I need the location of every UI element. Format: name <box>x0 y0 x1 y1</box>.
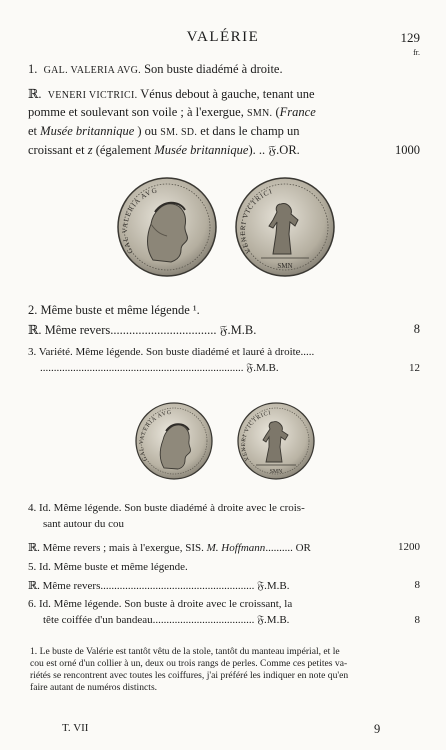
exergue: SMN <box>277 262 293 270</box>
currency-unit: fr. <box>413 48 420 57</box>
entry-3-price: 12 <box>409 362 420 374</box>
signature-mark: T. VII <box>62 722 89 734</box>
footnote-line-4: faire autant de numéros distincts. <box>30 682 158 693</box>
coin-reverse <box>236 178 334 276</box>
entry-4-price: 1200 <box>398 541 420 553</box>
obverse-legend: GAL VALERIA AVG <box>138 409 173 462</box>
coin-reverse <box>238 403 314 479</box>
reverse-legend: VENERI VICTRICI <box>240 410 272 462</box>
entry-2-price: 8 <box>413 322 420 336</box>
entry-1-price: 1000 <box>395 143 420 157</box>
footnote-line-2: cou est orné d'un collier à un, deux ou trois rangs de perles. Comme ces petites va- <box>30 658 348 669</box>
entry-1-reverse-line2: pomme et soulevant son voile ; à l'exergue, SMN. (France <box>28 105 316 119</box>
entry-5-obverse: 5. Id. Même buste et même légende. <box>28 561 188 573</box>
entry-1-reverse-line1: ℝ. VENERI VICTRICI. Vénus debout à gauche, tenant une <box>28 87 315 101</box>
entry-3-description: 3. Variété. Même légende. Son buste diadémé et lauré à droite..... <box>28 346 315 358</box>
entry-1-obverse <box>28 62 283 77</box>
entry-6-obverse-line2: tête coiffée d'un bandeau..................................... 𝔉.M.B. <box>43 614 290 626</box>
entry-2-obverse: 2. Même buste et même légende ¹. <box>28 303 200 317</box>
footnote-line-1: 1. Le buste de Valérie est tantôt vêtu de la stole, tantôt du manteau impérial, et le <box>30 646 340 657</box>
entry-5-reverse: ℝ. Même revers........................................................ 𝔉.M.B. <box>28 580 290 592</box>
page-title: VALÉRIE <box>186 29 260 45</box>
coin-obverse <box>136 403 212 479</box>
entry-2-reverse: ℝ. Même revers.................................. 𝔉.M.B. <box>28 323 257 337</box>
reverse-legend: VENERI VICTRICI <box>238 187 274 255</box>
entry-1-reverse-line3: et Musée britannique ) ou SM. SD. et dans le champ un <box>28 124 300 138</box>
grade: 𝔉.OR. <box>268 143 300 157</box>
entry-4-obverse-line1: 4. Id. Même légende. Son buste diadémé à droite avec le crois- <box>28 502 305 514</box>
coin-obverse <box>118 178 216 276</box>
exergue: SMN <box>269 469 283 475</box>
entry-3-grade-line: .......................................................................... 𝔉.M.B. <box>40 362 279 374</box>
legend: GAL. VALERIA AVG. <box>43 65 141 76</box>
coin-plate-1 <box>115 174 337 280</box>
obverse-legend: GAL VALERIA AVG <box>120 186 159 255</box>
entry-6-obverse-line1: 6. Id. Même légende. Son buste à droite avec le croissant, la <box>28 598 293 610</box>
obverse-description: Son buste diadémé à droite. <box>144 62 283 76</box>
entry-4-obverse-line2: sant autour du cou <box>43 518 124 530</box>
entry-number: 1. <box>28 62 38 76</box>
sheet-number: 9 <box>374 722 381 736</box>
entry-6-price: 8 <box>414 614 420 626</box>
entry-5-price: 8 <box>414 579 420 591</box>
entry-1-reverse-line4: croissant et z (également Musée britannique). .. 𝔉.OR. <box>28 143 300 157</box>
entry-4-reverse: ℝ. Même revers ; mais à l'exergue, SIS. M. Hoffmann.......... OR <box>28 542 311 554</box>
coin-plate-2 <box>132 400 318 482</box>
page-number: 129 <box>400 30 420 45</box>
footnote-line-3: riétés se rencontrent avec toutes les coiffures, j'ai préféré les indiquer en note qu'en <box>30 670 349 681</box>
